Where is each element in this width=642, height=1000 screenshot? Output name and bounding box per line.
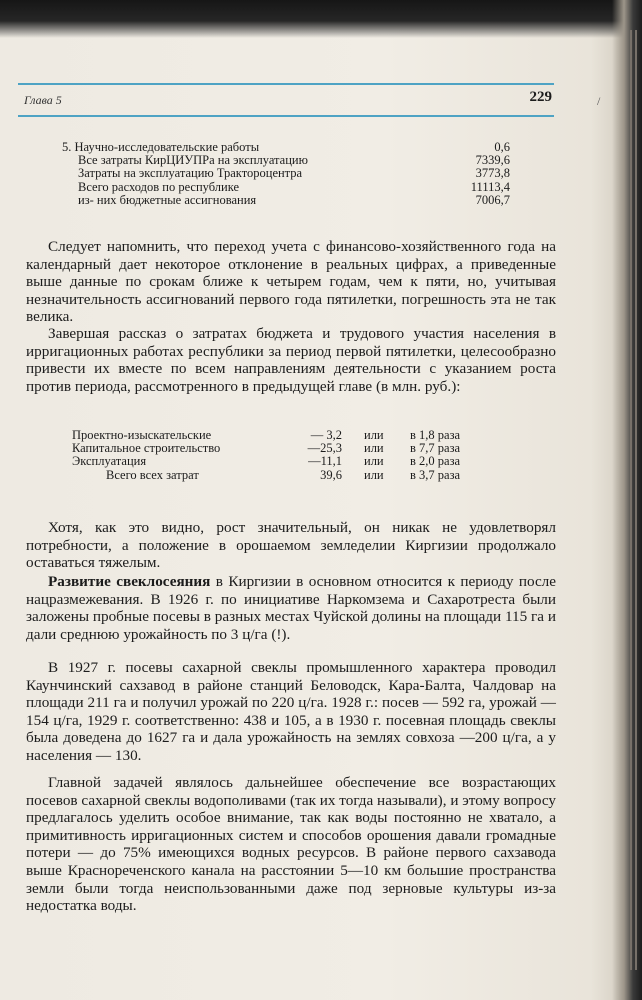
growth-table bbox=[72, 429, 492, 482]
paragraph-text: Завершая рассказ о затратах бюджета и трудового участия населения в ирригационных работах республики за период первой пятилетки, целесообразно привести их вместе по всем направлениям деятельности с указанием роста против периода, рассмотренного в предыдущей главе (в млн. руб.): bbox=[26, 325, 556, 395]
chapter-title: Глава 5 bbox=[24, 93, 62, 107]
expenses-table bbox=[62, 141, 510, 207]
paragraph-4 bbox=[26, 573, 556, 643]
page-header bbox=[24, 89, 552, 111]
paragraph-text: Главной задачей являлось дальнейшее обеспечение все возрастающих посевов сахарной свеклы водополивами (так их тогда называли), и этому вопросу предлагалось уделить особое внимание, так как воды постоянно не хватало, а примитивность ирригационных систем и способов орошения давали громадные потери — до 75% имеющихся водных ресурсов. В районе первого сахзавода выше Краснореченского канала на расстоянии 5—10 км большие пространства земли были тогда неиспользованными даже под зерновые культуры из-за недостатка воды. bbox=[26, 774, 557, 915]
row-value: 39,6 bbox=[320, 467, 342, 482]
paragraph-text: Хотя, как это видно, рост значительный, он никак не удовлетворял потребности, а положение в орошаемом земледелии Киргизии продолжало оставаться тяжелым. bbox=[26, 519, 556, 572]
row-label: Всего всех затрат bbox=[106, 467, 199, 482]
row-value: 7006,7 bbox=[475, 192, 510, 207]
table-row bbox=[62, 167, 510, 180]
row-ratio: в 1,8 раза bbox=[410, 428, 461, 442]
paragraph-6 bbox=[26, 774, 556, 915]
table-row bbox=[62, 181, 510, 194]
paragraph-text: Следует напомнить, что переход учета с финансово-хозяйственного года на календарный дает некоторое отклонение в реальных цифрах, а приведенные выше данные по срокам ближе к четырем годам, чем к пяти, но, учитывая незначительность ассигнований первого года пятилетки, погрешность эта не так велика. bbox=[26, 238, 556, 326]
row-value: 11113,4 bbox=[470, 179, 510, 194]
row-ratio: в 3,7 раза bbox=[410, 467, 461, 482]
paragraph-text: В 1927 г. посевы сахарной свеклы промышленного характера проводил Каунчинский сахзавод в районе станций Беловодск, Кара-Балта, Чалдовар на площади 211 га и получил урожай по 220 ц/га. 1928 г.: посев — 592 га, урожай — 154 ц/га, 1929 г. соответственно: 438 и 105, а в 1930 г. посевная площадь свеклы была доведена до 1627 га и дала урожайность на землях совхоза —200 ц/га, а у населения — 130. bbox=[26, 659, 556, 764]
paragraph-2 bbox=[26, 325, 556, 395]
row-value: 7339,6 bbox=[475, 153, 510, 168]
row-word: или bbox=[364, 428, 384, 442]
page-number: 229 bbox=[529, 89, 552, 105]
book-spine-edge bbox=[612, 0, 642, 1000]
row-ratio: в 7,7 раза bbox=[410, 441, 461, 456]
paragraph-5 bbox=[26, 659, 556, 765]
row-word: или bbox=[364, 441, 384, 456]
page-edge-line bbox=[630, 30, 632, 970]
row-label: Все затраты КирЦИУПРа на эксплуатацию bbox=[78, 153, 308, 168]
row-value: 0,6 bbox=[494, 140, 510, 154]
row-word: или bbox=[364, 454, 384, 469]
row-value: —11,1 bbox=[308, 454, 342, 469]
row-value: 3773,8 bbox=[475, 166, 510, 181]
row-value: — 3,2 bbox=[310, 428, 342, 442]
margin-mark: / bbox=[597, 94, 601, 108]
paragraph-1 bbox=[26, 238, 556, 326]
table-row bbox=[62, 194, 510, 207]
table-row bbox=[72, 455, 492, 468]
row-label: Капитальное строительство bbox=[72, 441, 221, 456]
table-row-total bbox=[72, 469, 492, 482]
paragraph-text: в Киргизии в основном относится к периоду после нацразмежевания. В 1926 г. по инициативе Наркомзема и Сахаротреста были заложены пробные посевы в разных местах Чуйской долины на площади 115 га и дали среднюю урожайность по 3 ц/га (!). bbox=[26, 573, 557, 643]
row-word: или bbox=[364, 467, 384, 482]
scan-shadow bbox=[0, 0, 642, 38]
page-edge-line bbox=[635, 30, 637, 970]
row-label: Затраты на эксплуатацию Трактороцентра bbox=[78, 166, 303, 181]
row-ratio: в 2,0 раза bbox=[410, 454, 461, 469]
row-label: 5. Научно-исследовательские работы bbox=[62, 140, 260, 154]
row-value: —25,3 bbox=[307, 441, 342, 456]
paragraph-3 bbox=[26, 519, 556, 572]
row-label: Проектно-изыскательские bbox=[72, 428, 212, 442]
row-label: Всего расходов по республике bbox=[78, 179, 240, 194]
header-rule-top bbox=[18, 83, 554, 85]
row-label: из- них бюджетные ассигнования bbox=[78, 192, 257, 207]
header-rule-bottom bbox=[18, 115, 554, 117]
row-label: Эксплуатация bbox=[72, 454, 147, 469]
paragraph-heading: Развитие свеклосеяния bbox=[48, 573, 211, 590]
